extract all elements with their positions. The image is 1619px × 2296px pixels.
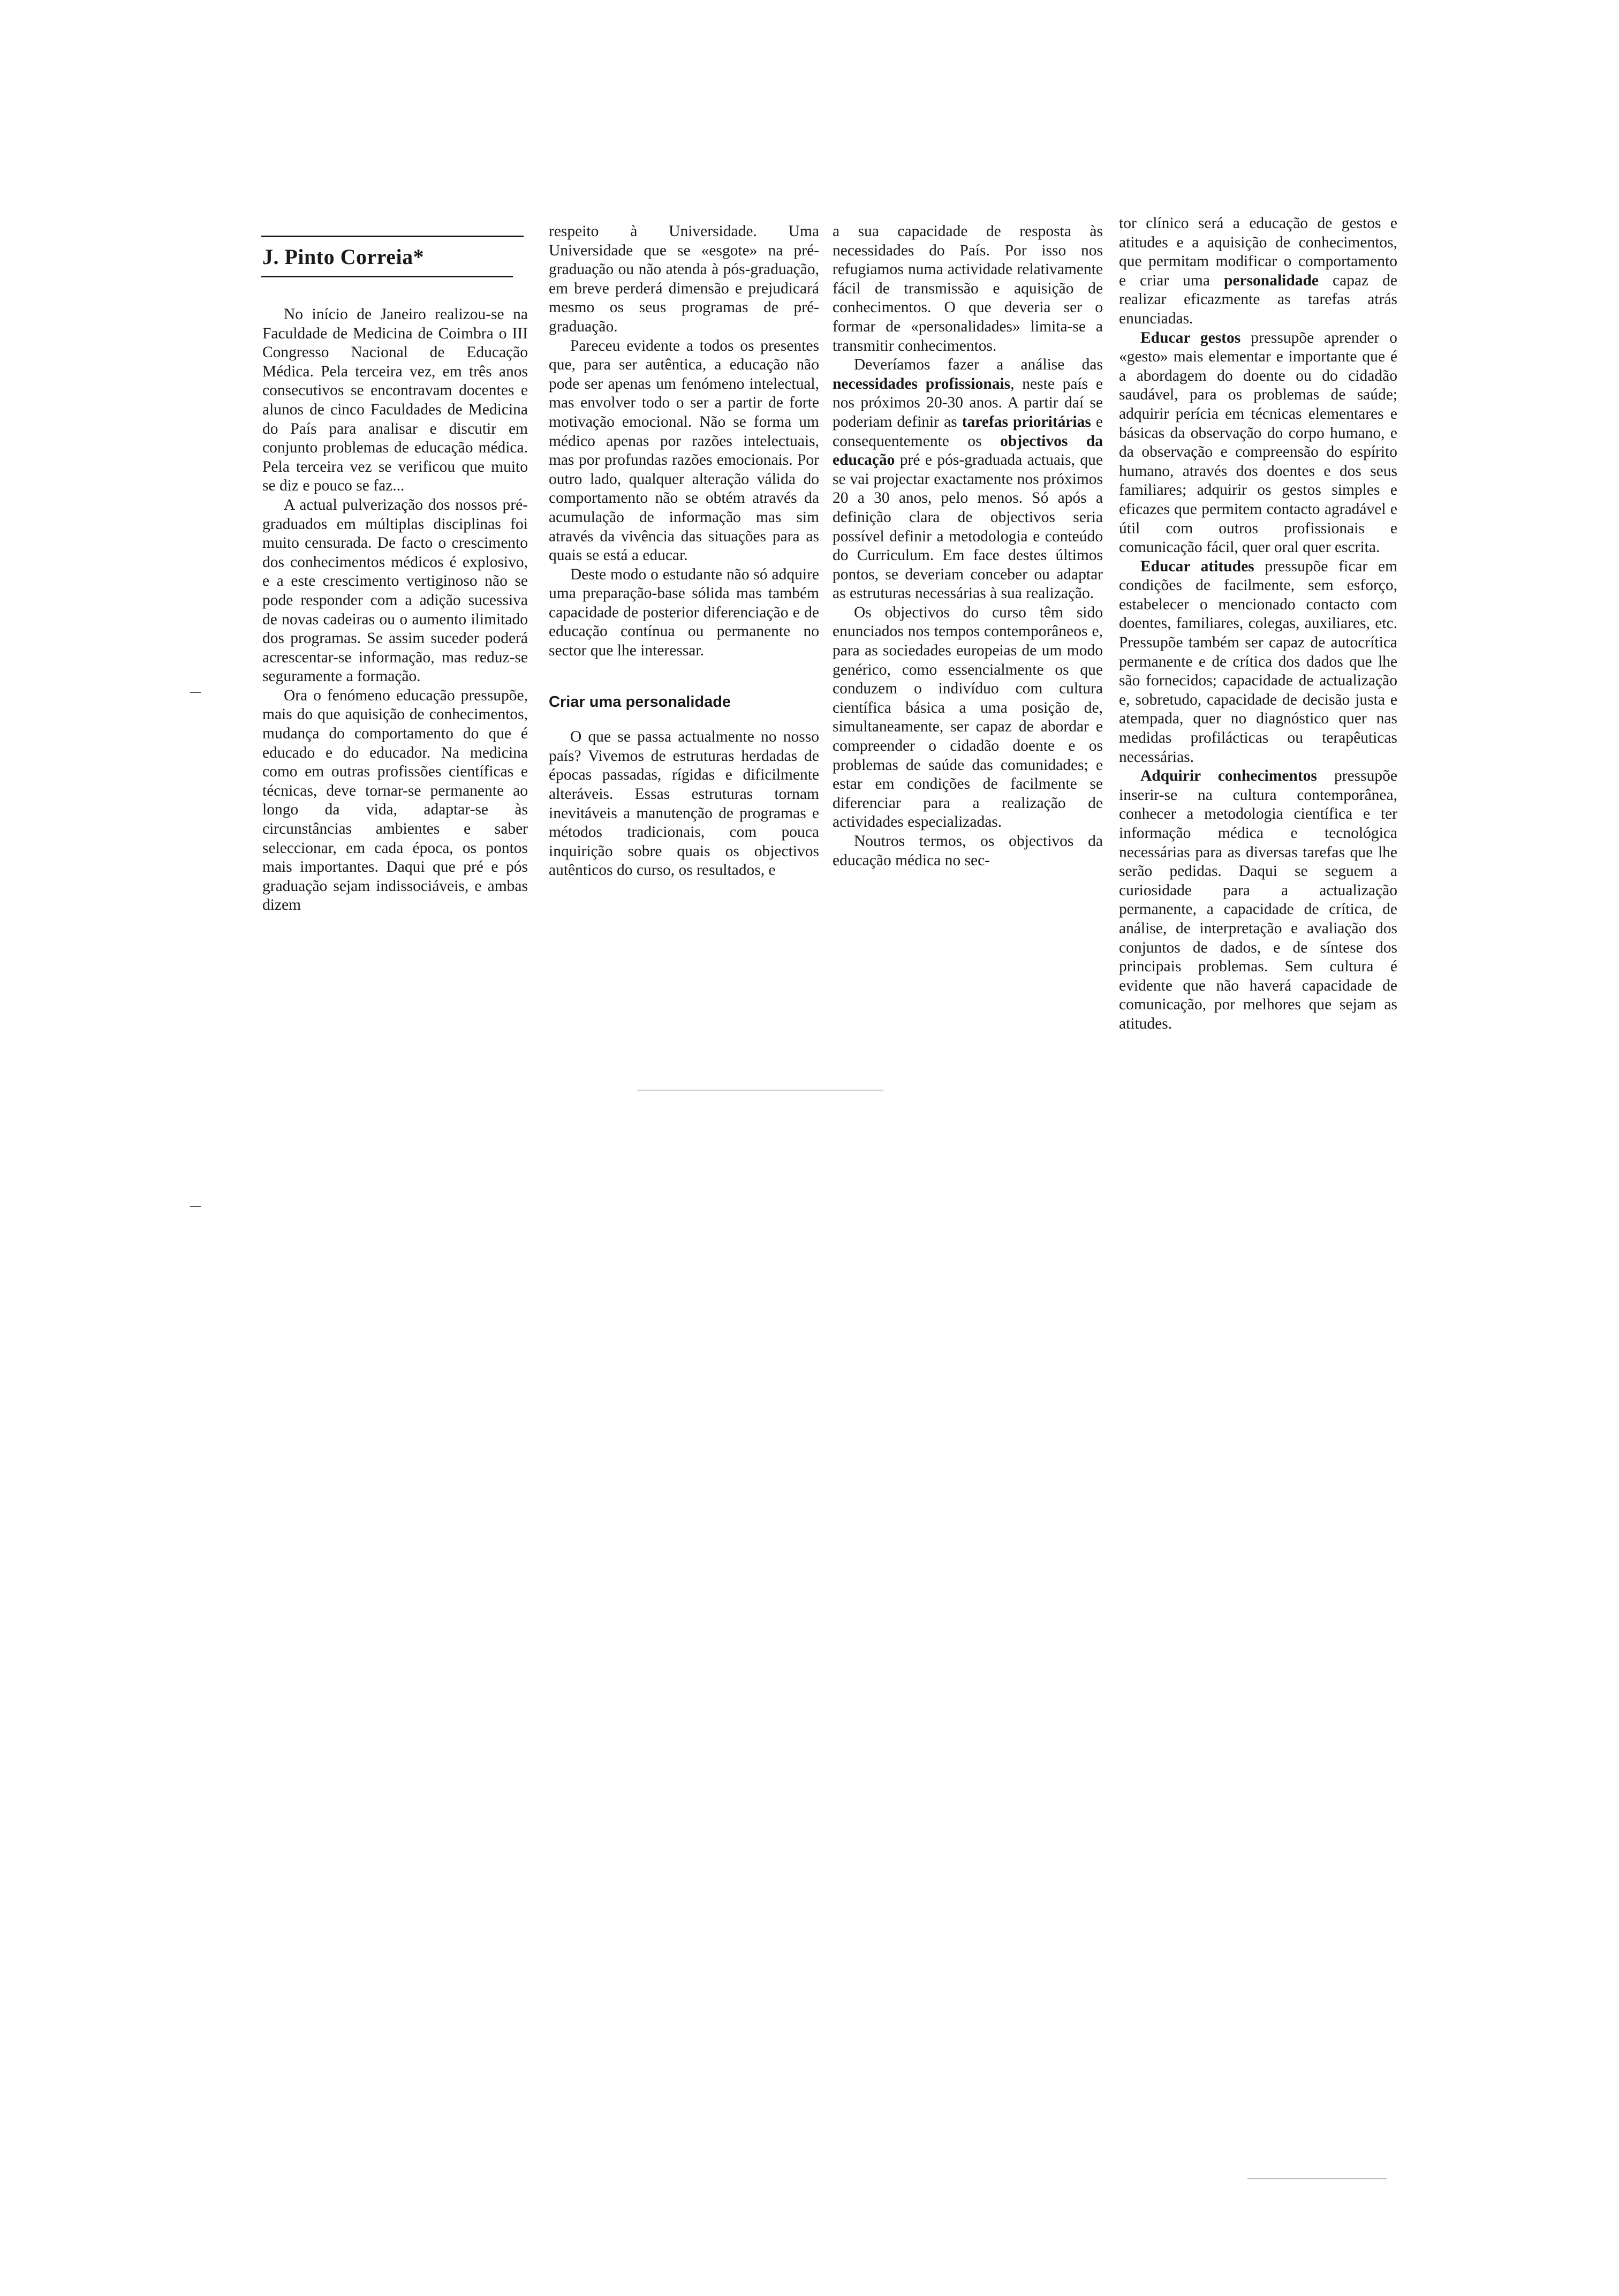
paragraph: Ora o fenómeno educação pressupõe, mais do que aquisição de conhecimentos, mudança do comportamento do que é educado e do educador. Na medicina como em outras profissões científicas e técnicas, deve tornar-se permanente ao longo da vida, adaptar-se às circunstâncias ambientes e saber seleccionar, em cada época, os pontos mais importantes. Daqui que pré e pós graduação sejam indissociáveis, e ambas dizem (262, 686, 528, 914)
text-run: pressupõe ficar em condições de facilmente, sem esforço, estabelecer o mencionado contacto com doentes, familiares, colegas, auxiliares, etc. Pressupõe também ser capaz de autocrítica permanente e de crítica dos dados que lhe são fornecidos; capacidade de actualização e, sobretudo, capacidade de decisão justa e atempada, quer no diagnóstico quer nas medidas profilácticas ou terapêuticas necessárias. (1119, 557, 1398, 766)
text-run: capaz de realizar eficazmente as tarefas atrás enunciadas. (1119, 271, 1397, 327)
paragraph: respeito à Universidade. Uma Universidade que se «esgote» na pré-graduação ou não atenda à pós-graduação, em breve perderá dimensão e prejudicará mesmo os seus programas de pré-graduação. (549, 223, 819, 335)
bold-term: objectivos da educação (833, 432, 1103, 469)
paragraph: Deste modo o estudante não só adquire uma preparação-base sólida mas também capacidade de posterior diferenciação e de educação contínua ou permanente no sector que lhe interessar. (549, 565, 819, 660)
text-run: pré e pós-graduada actuais, que se vai projectar exactamente nos próximos 20 a 30 anos, pelo menos. Só após a definição clara de objectivos seria possível definir a metodologia e conteúdo do Curriculum. Em face destes últimos pontos, se deveriam conceber ou adaptar as estruturas necessárias à sua realização. (833, 451, 1103, 602)
author-byline: J. Pinto Correia* (262, 245, 425, 269)
column-1 (262, 305, 528, 915)
text-run: pressupõe inserir-se na cultura contemporânea, conhecer a metodologia científica e ter informação médica e tecnológica necessárias para as diversas tarefas que lhe serão pedidas. Daqui se seguem a curiosidade para a actualização permanente, a capacidade de crítica, de análise, de interpretação e avaliação dos conjuntos de dados, e de síntese dos principais problemas. Sem cultura é evidente que não haverá capacidade de comunicação, por melhores que sejam as atitudes. (1119, 767, 1397, 1032)
text-run: pressupõe aprender o «gesto» mais elementar e importante que é a abordagem do doente ou do cidadão saudável, para os problemas de saúde; adquirir perícia em técnicas elementares e básicas da observação do corpo humano, e da observação e compreensão do espírito humano, através dos doentes e dos seus familiares; adquirir os gestos simples e eficazes que permitem contacto agradável e útil com outros profissionais e comunicação fácil, quer oral quer escrita. (1119, 329, 1397, 556)
column-3 (833, 222, 1103, 870)
column-4 (1119, 214, 1397, 1034)
paragraph (1119, 329, 1397, 557)
paragraph (1119, 214, 1397, 329)
text-run: , neste país e nos próximos 20-30 anos. A partir daí se poderiam definir as (833, 375, 1103, 430)
paragraph: A actual pulverização dos nossos pré-graduados em múltiplas disciplinas foi muito censurada. De facto o crescimento dos conhecimentos médicos é explosivo, e a este crescimento vertiginoso não se pode responder com a adição sucessiva de novas cadeiras ou o aumento ilimitado dos programas. Se assim suceder poderá acrescentar-se informação, mas reduz-se seguramente a formação. (262, 496, 528, 685)
paragraph: Noutros termos, os objectivos da educação médica no sec- (833, 833, 1103, 869)
bold-term: Educar gestos (1140, 329, 1241, 346)
paragraph: a sua capacidade de resposta às necessidades do País. Por isso nos refugiamos numa actividade relativamente fácil de transmissão e aquisição de conhecimentos. O que deveria ser o formar de «personalidades» limita-se a transmitir conhecimentos. (833, 223, 1103, 354)
text-run: tor clínico será a educação de gestos e atitudes e a aquisição de conhecimentos, que permitam modificar o comportamento e criar uma (1119, 215, 1397, 289)
text-run: e consequentemente os (833, 413, 1103, 450)
bold-term: tarefas prioritárias (962, 413, 1091, 430)
column-2 (549, 222, 819, 880)
scan-speck (637, 1090, 883, 1091)
paragraph (833, 356, 1103, 603)
paragraph (1119, 767, 1397, 1033)
scan-mark (190, 1206, 201, 1207)
bold-term: Adquirir conhecimentos (1140, 767, 1317, 785)
bold-term: personalidade (1223, 271, 1319, 289)
paragraph: O que se passa actualmente no nosso país? Vivemos de estruturas herdadas de épocas passadas, rígidas e dificilmente alteráveis. Essas estruturas tornam inevitáveis a manutenção de programas e métodos tradicionais, com pouca inquirição sobre quais os objectivos autênticos do curso, os resultados, e (549, 728, 819, 879)
rule-top (261, 236, 524, 237)
paragraph: No início de Janeiro realizou-se na Faculdade de Medicina de Coimbra o III Congresso Nacional de Educação Médica. Pela terceira vez, em três anos consecutivos se encontravam docentes e alunos de cinco Faculdades de Medicina do País para analisar e discutir em conjunto problemas de educação médica. Pela terceira vez se verificou que muito se diz e pouco se faz... (262, 306, 528, 495)
scan-mark (190, 692, 201, 693)
scan-speck (1247, 2178, 1387, 2179)
paragraph: Os objectivos do curso têm sido enunciados nos tempos contemporâneos e, para as sociedades europeias de um modo genérico, como essencialmente os que conduzem o indivíduo com cultura científica básica a uma posição de, simultaneamente, ser capaz de abordar e compreender o cidadão doente e os problemas de saúde das comunidades; e estar em condições de facilmente se diferenciar para a realização de actividades especializadas. (833, 603, 1103, 831)
text-run: Deveríamos fazer a análise das (854, 356, 1103, 374)
section-subheading: Criar uma personalidade (549, 693, 731, 711)
paragraph (1119, 557, 1397, 767)
bold-term: Educar atitudes (1140, 557, 1254, 575)
paragraph: Pareceu evidente a todos os presentes que, para ser autêntica, a educação não pode ser apenas um fenómeno intelectual, mas envolver todo o ser a partir de forte motivação emocional. Não se forma um médico apenas por razões intelectuais, mas por profundas razões emocionais. Por outro lado, qualquer alteração válida do comportamento não se obtém através da acumulação de informação mas sim através da vivência das situações para as quais se está a educar. (549, 337, 819, 564)
rule-bottom (261, 276, 513, 277)
bold-term: necessidades profissionais (833, 375, 1011, 392)
